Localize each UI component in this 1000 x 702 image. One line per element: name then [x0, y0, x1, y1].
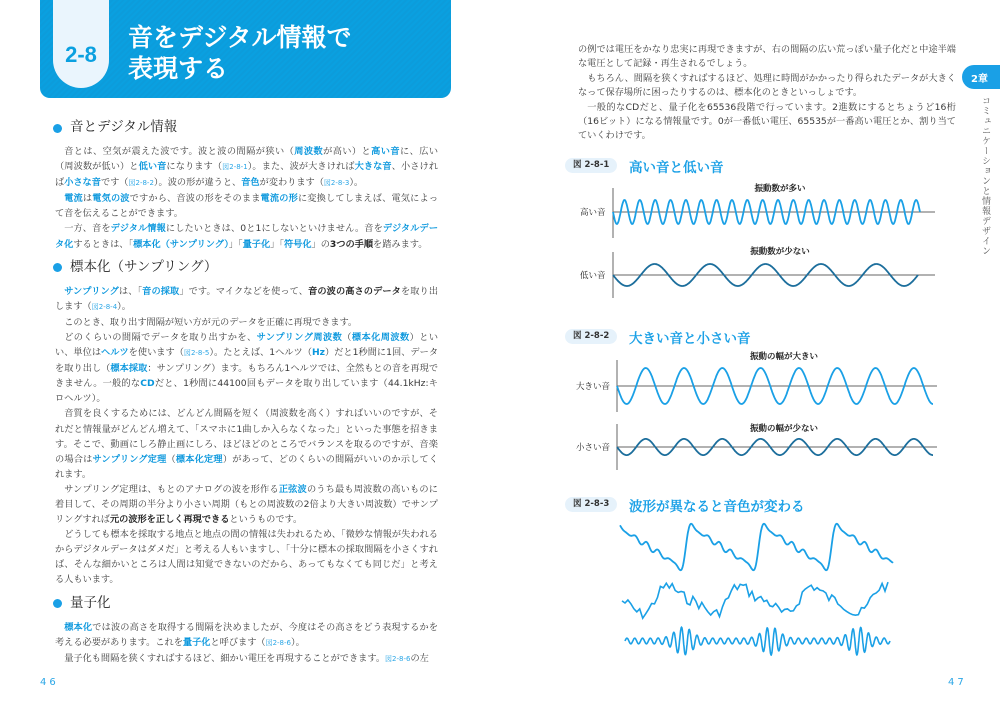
text-run: だと、1秒間に44100回もデータを取り出しています（44.1kHz:キロヘルツ）。 — [55, 378, 438, 405]
keyword-highlight: 高い音 — [371, 146, 401, 157]
page-number-right: 47 — [948, 677, 967, 688]
keyword-highlight: Hz — [311, 347, 325, 359]
section-heading-text: 標本化（サンプリング） — [70, 259, 218, 276]
wave-caption: 振動数が多い — [754, 184, 806, 194]
right-page-body — [578, 43, 956, 144]
text-run: ）。また、波が大きければ — [247, 161, 355, 173]
text-run: を使います（ — [128, 347, 184, 359]
bold-emphasis: 元の波形を正しく再現できる — [109, 514, 230, 526]
text-run: このとき、取り出す間隔が短い方が元のデータを正確に再現できます。 — [64, 316, 358, 328]
text-run: 、小さければ — [55, 161, 439, 189]
paragraph — [55, 406, 438, 481]
text-run: になります（ — [166, 161, 223, 173]
text-run: 」の — [311, 238, 330, 250]
figure-reference: 図2-8-6 — [265, 638, 291, 647]
figure-reference: 図2-8-2 — [128, 179, 154, 188]
high-frequency-wave — [613, 200, 920, 224]
figure-reference: 図2-8-6 — [385, 654, 411, 663]
text-run: 音質を良くするためには、どんどん間隔を短く（周波数を高く）すればいいのですが、それだと情報量がどんどん増えて、「スマホに1曲しか入らなくなった」といった事態を招きます。そこで、動画にしろ静止画にしろ、ほどほどのところでバランスを取るのですが、音楽の場合は — [55, 408, 438, 465]
section-number-badge: 2-8 — [53, 0, 109, 88]
paragraph — [55, 144, 438, 191]
text-run: に変換してしまえば、電気によって音を伝えることができます。 — [55, 193, 439, 220]
text-run: 量子化も間隔を狭くすればするほど、細かい電圧を再現することができます。 — [64, 652, 386, 664]
timbre-waveform-2 — [622, 582, 888, 618]
text-run: です（ — [100, 177, 129, 189]
paragraph — [55, 284, 438, 315]
section-heading — [53, 258, 438, 278]
text-run: ）。たとえば、1ヘルツ（ — [209, 347, 312, 359]
figure-label: 図 2-8-1 — [565, 158, 617, 173]
text-run: 」「 — [270, 238, 284, 250]
figure-label: 図 2-8-2 — [565, 329, 617, 344]
figure-title: 高い音と低い音 — [629, 160, 724, 176]
paragraph — [55, 191, 438, 221]
paragraph — [55, 315, 438, 330]
paragraph — [55, 651, 438, 667]
text-run: もちろん、間隔を狭くすればするほど、処理に時間がかかったり得られたデータが大きくなって保存場所に困ったりするのは、標本化のときといっしょです。 — [578, 72, 956, 99]
keyword-highlight: 音色 — [241, 177, 260, 189]
paragraph — [55, 527, 438, 587]
text-run: に、広い（周波数が低い）と — [55, 146, 439, 173]
keyword-highlight: 正弦波 — [278, 483, 307, 495]
section-title — [128, 22, 352, 84]
figure-title: 大きい音と小さい音 — [629, 331, 751, 347]
keyword-highlight: 標本化定理 — [175, 453, 223, 465]
section-header — [40, 0, 451, 98]
wave-row-label: 小さい音 — [576, 443, 611, 453]
figure-reference: 図2-8-5 — [183, 349, 210, 358]
timbre-waveform-3 — [625, 627, 890, 655]
keyword-highlight: 量子化 — [242, 238, 271, 250]
text-run: を踏みます。 — [373, 238, 428, 250]
bold-emphasis: 音の波の高さのデータ — [308, 285, 401, 297]
bullet-dot-icon — [53, 599, 62, 608]
text-run: の左 — [410, 652, 429, 664]
text-run: ）があって、どのくらいの間隔がいいのか示してくれます。 — [55, 453, 439, 480]
keyword-highlight: サンプリング周波数 — [256, 331, 343, 343]
bullet-dot-icon — [53, 263, 62, 272]
figure-reference: 図2-8-1 — [222, 163, 248, 172]
wave-row-label: 大きい音 — [576, 382, 611, 392]
wave-row-label: 低い音 — [580, 271, 606, 281]
text-run: ）。波の形が違うと、 — [153, 177, 242, 189]
keyword-highlight: 小さな音 — [64, 177, 101, 189]
text-run: サンプリング定理は、もとのアナログの波を形作る — [64, 483, 279, 495]
text-run: 」「 — [228, 238, 243, 250]
keyword-highlight: サンプリング定理 — [92, 453, 167, 465]
text-run: が高い）と — [323, 146, 372, 157]
section-title-line1: 音をデジタル情報で — [128, 23, 352, 52]
keyword-highlight: 電流の形 — [260, 193, 298, 205]
page-number-left: 46 — [40, 677, 59, 688]
paragraph — [55, 482, 438, 527]
bold-emphasis: 3つの手順 — [329, 238, 374, 250]
section — [55, 594, 438, 667]
text-run: は、「 — [118, 285, 143, 297]
figure-reference: 図2-8-3 — [323, 179, 350, 188]
text-run: 音とは、空気が震えた波です。波と波の間隔が狭い（ — [64, 146, 295, 157]
paragraph — [55, 330, 438, 406]
text-run: どうしても標本を採取する地点と地点の間の情報は失われるため、「微妙な情報が失われるからデジタルデータはダメだ」と考える人もいますし、「十分に標本の採取間隔を小さくすれば、そんな細かいところは人間は知覚できないのだから、あってもなくても同じだ」と考える人もいます。 — [55, 529, 438, 586]
keyword-highlight: 標本化周波数 — [351, 331, 410, 343]
keyword-highlight: 標本採取 — [110, 363, 148, 375]
large-amplitude-wave — [617, 368, 933, 404]
chapter-tab: 2章 — [962, 65, 1000, 89]
paragraph — [55, 620, 438, 651]
text-run: ）。 — [117, 300, 131, 312]
wave-row-label: 高い音 — [580, 208, 606, 218]
text-run: （ — [166, 453, 176, 465]
text-run: ）。 — [349, 177, 364, 189]
text-run: 」です。マイクなどを使って、 — [179, 285, 309, 297]
paragraph — [55, 221, 438, 251]
section-title-line2: 表現する — [128, 54, 229, 83]
section-heading-text: 音とデジタル情報 — [70, 119, 178, 136]
text-run: するときは、「 — [73, 238, 134, 250]
keyword-highlight: 低い音 — [138, 161, 167, 173]
text-run: を取り出します（ — [55, 285, 439, 312]
keyword-highlight: 大きな音 — [354, 161, 392, 173]
keyword-highlight: 音の採取 — [142, 285, 180, 297]
text-run: というものです。 — [229, 514, 303, 526]
wave-caption: 振動の幅が大きい — [749, 352, 819, 362]
figure-label: 図 2-8-3 — [565, 497, 617, 512]
text-run: ですから、音波の形をそのまま — [129, 193, 261, 205]
wave-caption: 振動数が少ない — [750, 247, 810, 257]
bullet-dot-icon — [53, 124, 62, 133]
wave-caption: 振動の幅が少ない — [749, 424, 819, 434]
keyword-highlight: デジタル情報 — [110, 223, 166, 235]
text-run: が変わります（ — [259, 177, 324, 189]
keyword-highlight: 周波数 — [294, 146, 324, 157]
text-run: 一般的なCDだと、量子化を65536段階で行っています。2進数にするとちょうど16桁（16ビット）になる情報量です。0が一番低い電圧、65535が一番高い電圧とか、割り当てていくわけです。 — [578, 101, 956, 142]
text-run: は — [82, 193, 93, 205]
section-heading — [53, 594, 438, 614]
paragraph — [578, 43, 956, 72]
section-heading-text: 量子化 — [70, 594, 111, 611]
text-run: では波の高さを取得する間隔を決めましたが、今度はその高さをどう表現するかを考える必要があります。これを — [55, 621, 439, 648]
text-run: の例では電圧をかなり忠実に再現できますが、右の間隔の広い荒っぽい量子化だと中途半端な電圧として記録・再生されるでしょう。 — [578, 44, 956, 70]
section-heading — [53, 118, 438, 138]
low-frequency-wave — [613, 264, 918, 286]
keyword-highlight: サンプリング — [64, 285, 119, 297]
keyword-highlight: デジタルデータ化 — [55, 223, 439, 250]
keyword-highlight: 量子化 — [182, 636, 211, 648]
text-run: にしたいときは、0と1にしないといけません。音を — [165, 223, 383, 235]
text-run: と呼びます（ — [210, 636, 266, 648]
text-run: どのくらいの間隔でデータを取り出すかを、 — [64, 331, 257, 343]
keyword-highlight: 標本化 — [64, 621, 93, 633]
text-run: のうち最も周波数の高いものに着目して、その周期の半分より小さい周期（もとの周波数の2倍より大きい周波数）でサンプリングすれば — [55, 483, 438, 526]
text-run: ）だと1秒間に1回、データを取り出し（ — [55, 347, 438, 375]
text-run: ）。 — [291, 636, 305, 648]
paragraph — [578, 72, 956, 101]
text-run: ：サンプリング）ます。もちろん1ヘルツでは、全然もとの音を再現できません。一般的な — [55, 363, 439, 390]
keyword-highlight: CD — [140, 378, 155, 390]
small-amplitude-wave — [617, 439, 933, 455]
paragraph — [578, 101, 956, 144]
text-run: 一方、音を — [64, 223, 111, 235]
left-page-body — [55, 118, 438, 673]
keyword-highlight: 電気の波 — [92, 193, 130, 205]
section — [55, 118, 438, 252]
keyword-highlight: ヘルツ — [101, 347, 129, 359]
keyword-highlight: 標本化（サンプリング） — [133, 238, 229, 250]
text-run: （ — [342, 331, 352, 343]
figure-reference: 図2-8-4 — [91, 302, 118, 311]
keyword-highlight: 電流 — [64, 193, 83, 205]
keyword-highlight: 符号化 — [283, 238, 312, 250]
text-run: ）といい、単位は — [55, 331, 439, 359]
timbre-waveform-1 — [620, 524, 893, 570]
figure-title: 波形が異なると音色が変わる — [629, 499, 805, 515]
chapter-title-vertical: コミュニケーションと情報デザイン — [980, 96, 990, 256]
section — [55, 258, 438, 588]
